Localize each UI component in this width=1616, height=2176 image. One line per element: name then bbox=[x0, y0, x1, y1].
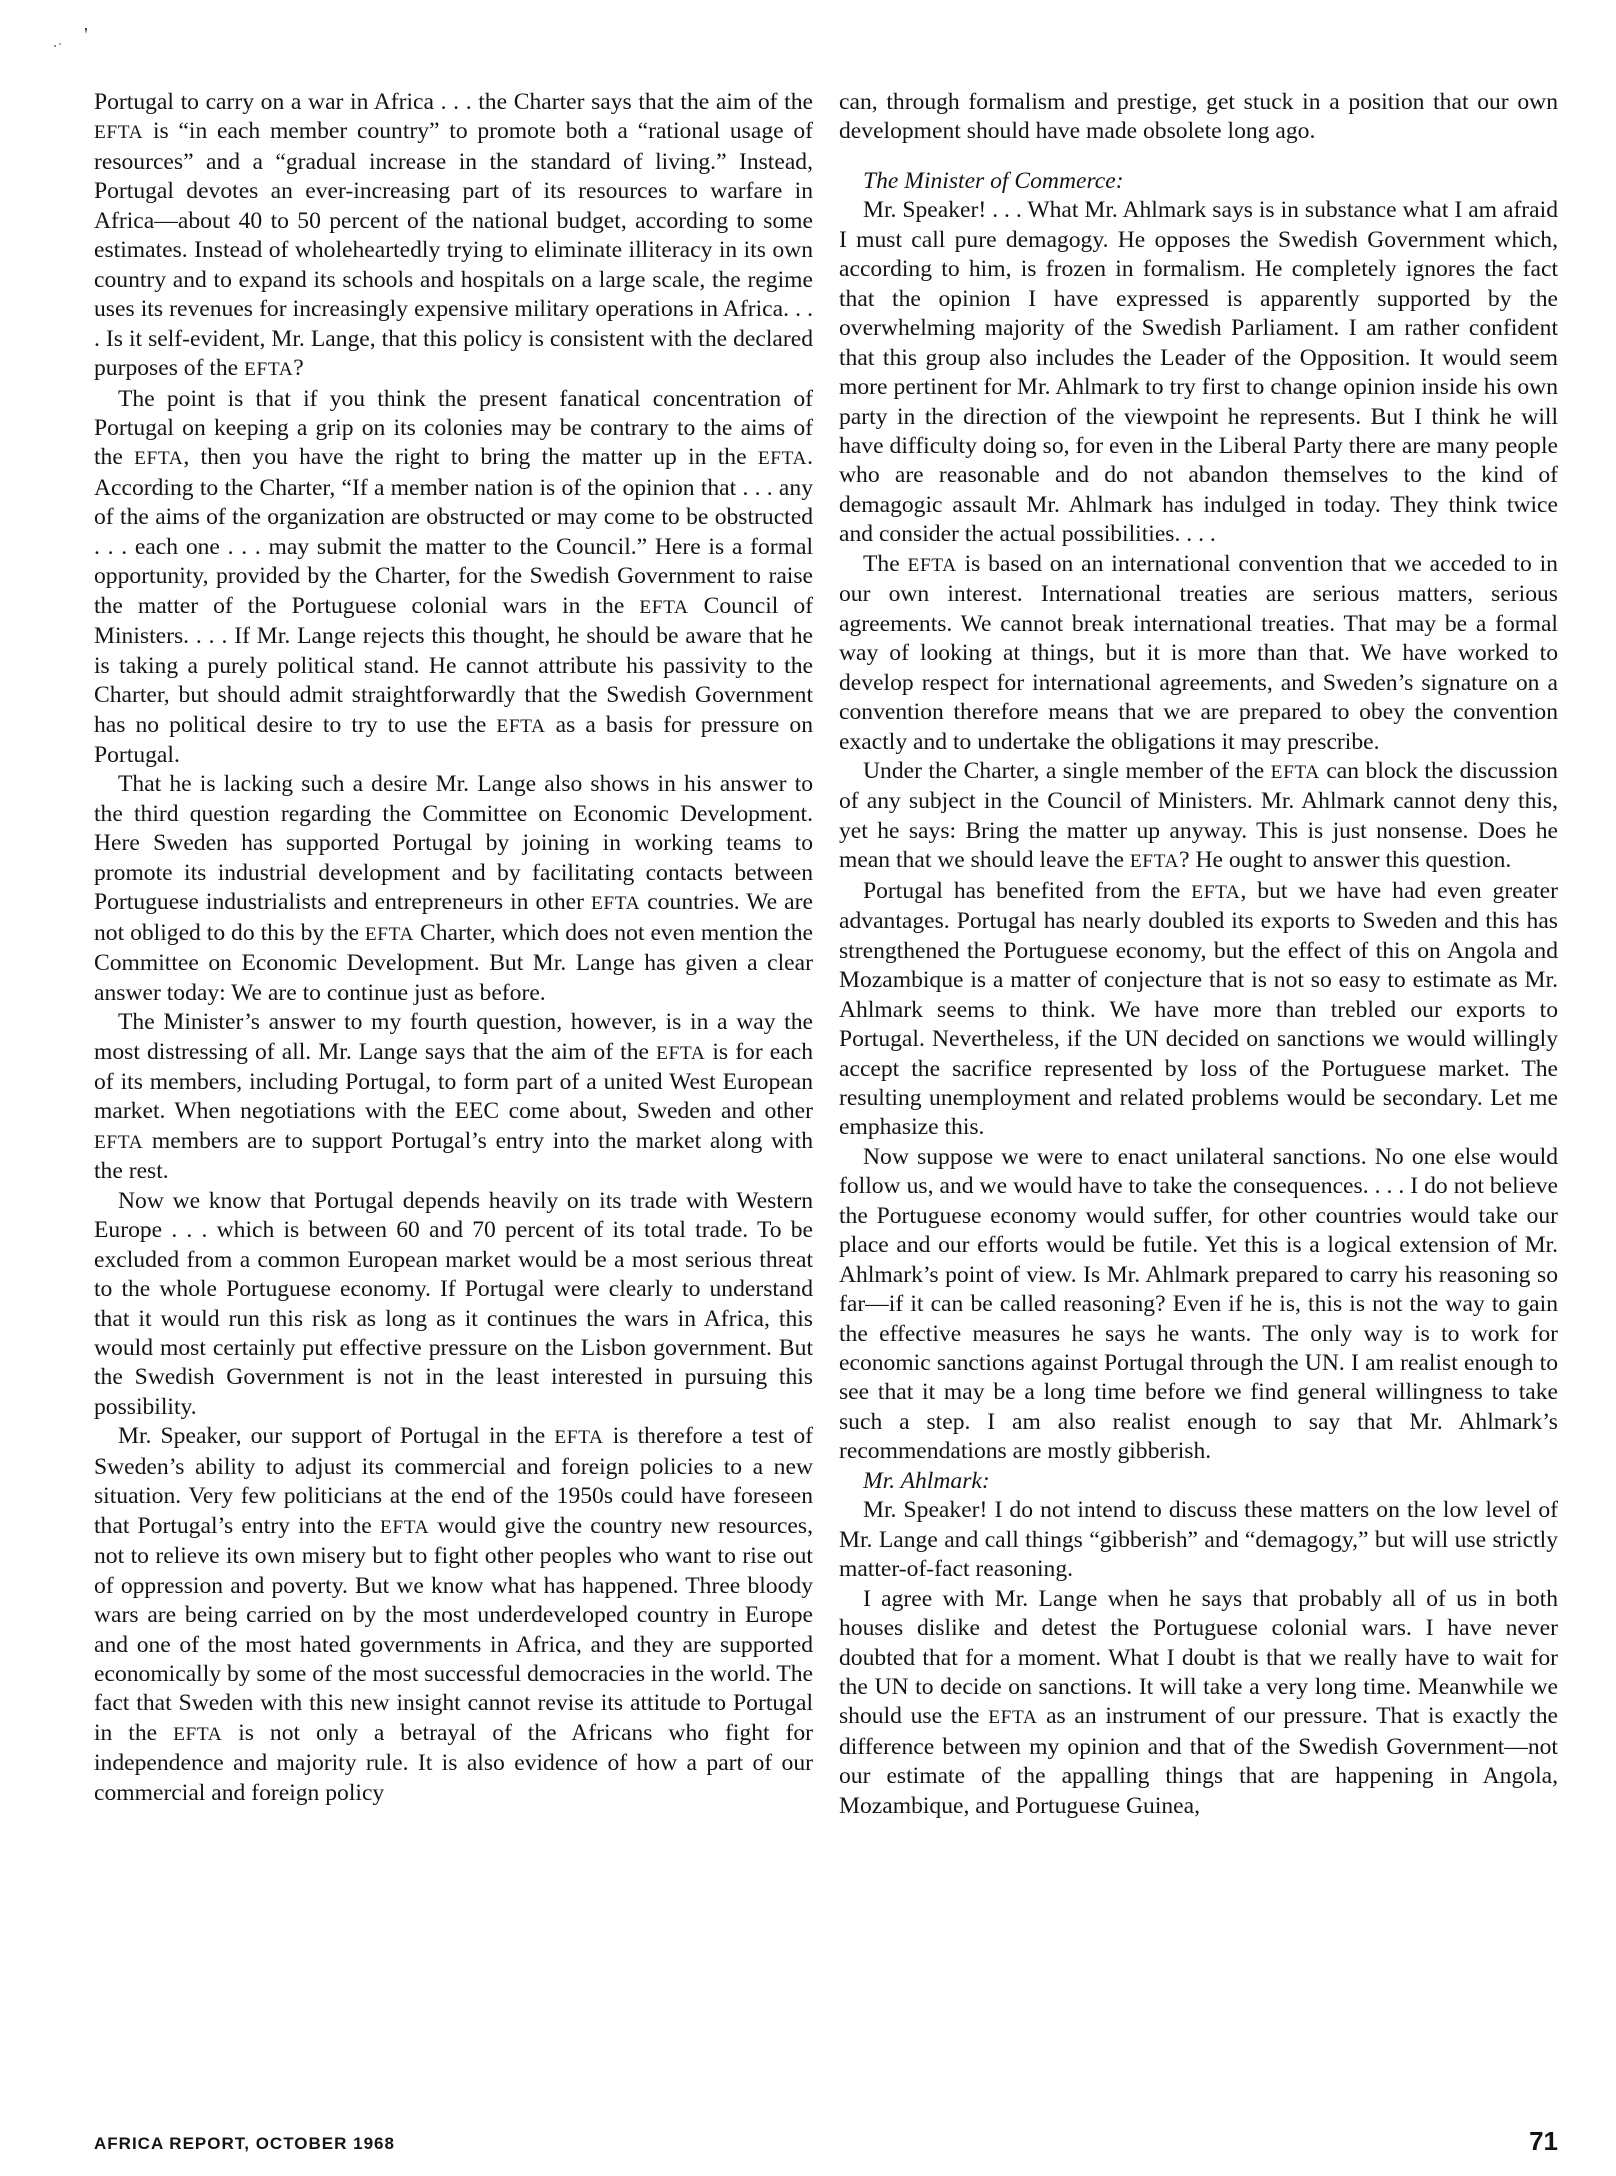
efta-acronym: EFTA bbox=[907, 554, 957, 576]
efta-acronym: EFTA bbox=[94, 1131, 144, 1153]
efta-acronym: EFTA bbox=[364, 923, 415, 945]
minister-paragraph-3: Under the Charter, a single member of the EFTA can block the discussion of any subject in the Council of Ministers. Mr. Ahlmark cannot deny this, yet he says: Bring the matter up anyway. This is just nonsense. Does he mean that we should leave the EFTA? He ought to answer this question. bbox=[839, 757, 1558, 874]
speaker-heading-ahlmark: Mr. Ahlmark: bbox=[863, 1467, 990, 1494]
efta-acronym: EFTA bbox=[496, 715, 546, 737]
ahlmark-paragraph-1: Mr. Speaker! I do not intend to discuss these matters on the low level of Mr. Lange and call things “gibberish” and “demagogy,” but will use strictly matter-of-fact reasoning. bbox=[839, 1497, 1558, 1583]
minister-paragraph-2: The EFTA is based on an international convention that we acceded to in our own interest. International treaties are serious matters, serious agreements. We cannot break international treaties. That may be a formal way of looking at things, but it is more than that. We have worked to develop respect for international agreements, and Sweden’s signature on a convention therefore means that we are prepared to obey the convention exactly and to undertake the obligations it may prescribe. bbox=[839, 550, 1558, 755]
page-number: 71 bbox=[1529, 2126, 1558, 2156]
left-paragraph-5: Now we know that Portugal depends heavily on its trade with Western Europe . . . which is between 60 and 70 percent of its total trade. To be excluded from a common European market would be a most serious threat to the whole Portuguese economy. If Portugal were clearly to understand that it would run this risk as long as it continues the wars in Africa, this would most certainly put effective pressure on the Lisbon government. But the Swedish Government is not in the least interested in pursuing this possibility. bbox=[94, 1187, 813, 1420]
efta-acronym: EFTA bbox=[1270, 761, 1320, 783]
right-column bbox=[839, 88, 1558, 1821]
right-opening-paragraph: can, through formalism and prestige, get stuck in a position that our own development should have made obsolete long ago. bbox=[839, 89, 1558, 145]
efta-acronym: EFTA bbox=[134, 448, 184, 470]
efta-acronym: EFTA bbox=[988, 1707, 1038, 1729]
left-paragraph-6: Mr. Speaker, our support of Portugal in the EFTA is therefore a test of Sweden’s ability to adjust its commercial and foreign policies to a new situation. Very few politicians at the end of the 1950s could have foreseen that Portugal’s entry into the EFTA would give the country new resources, not to relieve its own misery but to fight other peoples who want to rise out of oppression and poverty. But we know what has happened. Three bloody wars are being carried on by the most underdeveloped country in Europe and one of the most hated governments in Africa, and they are supported economically by some of the most successful democracies in the world. The fact that Sweden with this new insight cannot revise its attitude to Portugal in the EFTA is not only a betrayal of the Africans who fight for independence and majority rule. It is also evidence of how a part of our commercial and foreign policy bbox=[94, 1423, 813, 1806]
efta-acronym: EFTA bbox=[94, 122, 144, 144]
minister-paragraph-1: Mr. Speaker! . . . What Mr. Ahlmark says is in substance what I am afraid I must call pure demagogy. He opposes the Swedish Government which, according to him, is frozen in formalism. He completely ignores the fact that the opinion I have expressed is apparently supported by the overwhelming majority of the Swedish Parliament. I am rather confident that this group also includes the Leader of the Opposition. It would seem more pertinent for Mr. Ahlmark to try first to change opinion inside his own party in the direction of the viewpoint he represents. But I think he will have difficulty doing so, for even in the Liberal Party there are many people who are reasonable and do not abandon themselves to the kind of demagogic assault Mr. Ahlmark has indulged in today. They think twice and consider the actual possibilities. . . . bbox=[839, 197, 1558, 548]
efta-acronym: EFTA bbox=[379, 1516, 430, 1538]
minister-paragraph-5: Now suppose we were to enact unilateral sanctions. No one else would follow us, and we would have to take the consequences. . . . I do not believe the Portuguese economy would suffer, for other countries would take our place and our efforts would be futile. Yet this is a logical extension of Mr. Ahlmark’s point of view. Is Mr. Ahlmark prepared to carry his reasoning so far—if it can be called reasoning? Even if he is, this is not the way to gain the effective measures he says he wants. The only way is to work for economic sanctions against Portugal through the UN. I am realist enough to see that it may be a long time before we find general willingness to take such a step. I am also realist enough to say that Mr. Ahlmark’s recommendations are mostly gibberish. bbox=[839, 1143, 1558, 1465]
left-paragraph-3: That he is lacking such a desire Mr. Lange also shows in his answer to the third question regarding the Committee on Economic Development. Here Sweden has supported Portugal by joining in working teams to promote its industrial development and by facilitating contacts between Portuguese industrialists and entrepreneurs in other EFTA countries. We are not obliged to do this by the EFTA Charter, which does not even mention the Committee on Economic Development. But Mr. Lange has given a clear answer today: We are to continue just as before. bbox=[94, 771, 813, 1006]
print-speck-marks bbox=[52, 24, 92, 54]
efta-acronym: EFTA bbox=[173, 1723, 223, 1745]
efta-acronym: EFTA bbox=[591, 893, 641, 915]
left-paragraph-4: The Minister’s answer to my fourth question, however, is in a way the most distressing of all. Mr. Lange says that the aim of the EFTA is for each of its members, including Portugal, to form part of a united West European market. When negotiations with the EEC come about, Sweden and other EFTA members are to support Portugal’s entry into the market along with the rest. bbox=[94, 1009, 813, 1185]
ahlmark-paragraph-2: I agree with Mr. Lange when he says that probably all of us in both houses dislike and detest the Portuguese colonial wars. I have never doubted that for a moment. What I doubt is that we really have to wait for the UN to decide on sanctions. It will take a very long time. Meanwhile we should use the EFTA as an instrument of our pressure. That is exactly the difference between my opinion and that of the Swedish Government—not our estimate of the appalling things that are happening in Angola, Mozambique, and Portuguese Guinea, bbox=[839, 1585, 1559, 1819]
efta-acronym: EFTA bbox=[1129, 851, 1180, 873]
left-column bbox=[94, 88, 813, 1808]
left-paragraph-1: Portugal to carry on a war in Africa . . . the Charter says that the aim of the EFTA is “in each member country” to promote both a “rational usage of resources” and a “gradual increase in the standard of living.” Instead, Portugal devotes an ever-increasing part of its resources to warfare in Africa—about 40 to 50 percent of the national budget, according to some estimates. Instead of wholeheartedly trying to eliminate illiteracy in its own country and to expand its schools and hospitals on a large scale, the regime uses its revenues for increasingly expensive military operations in Africa. . . . Is it self-evident, Mr. Lange, that this policy is consistent with the declared purposes of the EFTA? bbox=[94, 89, 813, 382]
left-paragraph-2: The point is that if you think the present fanatical concentration of Portugal on keeping a grip on its colonies may be contrary to the aims of the EFTA, then you have the right to bring the matter up in the EFTA. According to the Charter, “If a member nation is of the opinion that . . . any of the aims of the organization are obstructed or may come to be obstructed . . . each one . . . may submit the matter to the Council.” Here is a formal opportunity, provided by the Charter, for the Swedish Government to raise the matter of the Portuguese colonial wars in the EFTA Council of Ministers. . . . If Mr. Lange rejects this thought, he should be aware that he is taking a purely political stand. He cannot attribute his passivity to the Charter, but should admit straightforwardly that the Swedish Government has no political desire to try to use the EFTA as a basis for pressure on Portugal. bbox=[94, 385, 813, 768]
efta-acronym: EFTA bbox=[639, 596, 689, 618]
efta-acronym: EFTA bbox=[244, 359, 294, 381]
speaker-heading-minister: The Minister of Commerce: bbox=[863, 167, 1124, 194]
efta-acronym: EFTA bbox=[656, 1042, 706, 1064]
minister-paragraph-4: Portugal has benefited from the EFTA, but we have had even greater advantages. Portugal has nearly doubled its exports to Sweden and this has strengthened the Portuguese economy, but the effect of this on Angola and Mozambique is a matter of conjecture that is not so easy to estimate as Mr. Ahlmark seems to think. We have more than trebled our exports to Portugal. Nevertheless, if the UN decided on sanctions we would willingly accept the sacrifice represented by loss of the Portuguese market. The resulting unemployment and related problems would be secondary. Let me emphasize this. bbox=[839, 877, 1559, 1141]
efta-acronym: EFTA bbox=[554, 1427, 604, 1449]
efta-acronym: EFTA bbox=[1191, 881, 1241, 903]
footer-publication: AFRICA REPORT, OCTOBER 1968 bbox=[94, 2134, 395, 2153]
efta-acronym: EFTA bbox=[757, 448, 808, 470]
